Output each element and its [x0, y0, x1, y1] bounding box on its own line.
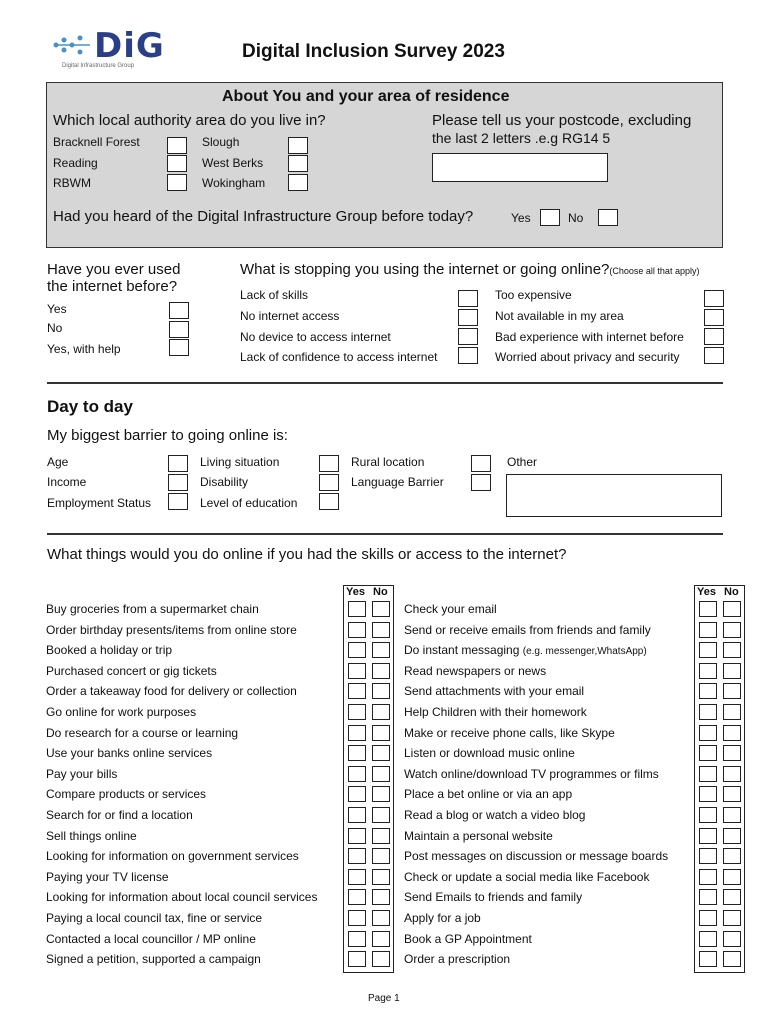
online-left-no-checkbox[interactable] — [372, 663, 390, 679]
online-left-label-text: Order birthday presents/items from online store — [46, 623, 297, 637]
online-right-label — [404, 664, 546, 678]
barrier-checkbox-rural[interactable] — [471, 455, 491, 472]
authority-checkbox-rbwm[interactable] — [167, 174, 187, 191]
online-right-label — [404, 911, 481, 925]
online-left-label-text: Purchased concert or gig tickets — [46, 664, 217, 678]
online-left-label — [46, 952, 261, 966]
online-right-label — [404, 890, 582, 904]
online-right-yes-checkbox[interactable] — [699, 828, 717, 844]
heard-question: Had you heard of the Digital Infrastructure Group before today? — [53, 208, 474, 225]
online-right-label-text: Read a blog or watch a video blog — [404, 808, 586, 822]
online-right-yes-checkbox[interactable] — [699, 951, 717, 967]
stopping-right-checkbox-3[interactable] — [704, 347, 724, 364]
authority-question: Which local authority area do you live in? — [53, 112, 326, 129]
online-right-label — [404, 623, 651, 637]
stopping-left-checkbox-0[interactable] — [458, 290, 478, 307]
authority-label-bracknell: Bracknell Forest — [53, 135, 140, 149]
online-right-yes-checkbox[interactable] — [699, 910, 717, 926]
heard-no-checkbox[interactable] — [598, 209, 618, 226]
online-left-yes-checkbox[interactable] — [348, 951, 366, 967]
online-right-no-checkbox[interactable] — [723, 601, 741, 617]
online-left-no-checkbox[interactable] — [372, 848, 390, 864]
online-left-label — [46, 602, 259, 616]
heard-yes-checkbox[interactable] — [540, 209, 560, 226]
online-left-yes-checkbox[interactable] — [348, 601, 366, 617]
online-left-no-checkbox[interactable] — [372, 931, 390, 947]
online-right-label-text: Order a prescription — [404, 952, 511, 966]
online-left-yes-checkbox[interactable] — [348, 910, 366, 926]
yes-header-left: Yes — [346, 586, 365, 598]
logo-subtext: Digital Infrastructure Group — [62, 63, 135, 69]
online-right-yes-checkbox[interactable] — [699, 683, 717, 699]
online-left-label — [46, 890, 317, 904]
authority-label-rbwm: RBWM — [53, 176, 91, 190]
online-left-no-checkbox[interactable] — [372, 642, 390, 658]
online-left-no-checkbox[interactable] — [372, 869, 390, 885]
online-left-label — [46, 746, 212, 760]
online-right-no-checkbox[interactable] — [723, 766, 741, 782]
online-right-label-text: Do instant messaging — [404, 643, 520, 657]
online-right-no-checkbox[interactable] — [723, 848, 741, 864]
online-right-no-checkbox[interactable] — [723, 642, 741, 658]
online-right-no-checkbox[interactable] — [723, 663, 741, 679]
online-right-yes-checkbox[interactable] — [699, 889, 717, 905]
online-right-label — [404, 952, 510, 966]
online-right-yes-checkbox[interactable] — [699, 663, 717, 679]
online-left-yes-checkbox[interactable] — [348, 642, 366, 658]
online-right-yes-checkbox[interactable] — [699, 766, 717, 782]
online-right-label — [404, 746, 575, 760]
stopping-right-label-2: Bad experience with internet before — [495, 330, 684, 344]
online-right-label-text: Maintain a personal website — [404, 829, 553, 843]
online-left-no-checkbox[interactable] — [372, 766, 390, 782]
online-right-no-checkbox[interactable] — [723, 828, 741, 844]
online-left-no-checkbox[interactable] — [372, 683, 390, 699]
logo — [50, 26, 170, 72]
online-right-label-text: Read newspapers or news — [404, 664, 547, 678]
postcode-question-line2: the last 2 letters .e.g RG14 5 — [432, 130, 611, 146]
online-right-yes-checkbox[interactable] — [699, 622, 717, 638]
stopping-right-checkbox-0[interactable] — [704, 290, 724, 307]
online-left-yes-checkbox[interactable] — [348, 663, 366, 679]
online-left-no-checkbox[interactable] — [372, 622, 390, 638]
online-left-no-checkbox[interactable] — [372, 910, 390, 926]
online-left-no-checkbox[interactable] — [372, 725, 390, 741]
barrier-label-language: Language Barrier — [351, 475, 444, 489]
online-right-yes-checkbox[interactable] — [699, 807, 717, 823]
day-to-day-heading: Day to day — [47, 397, 133, 416]
online-right-no-checkbox[interactable] — [723, 889, 741, 905]
online-right-no-checkbox[interactable] — [723, 951, 741, 967]
barrier-checkbox-education[interactable] — [319, 493, 339, 510]
online-right-label — [404, 684, 584, 698]
online-right-yes-checkbox[interactable] — [699, 869, 717, 885]
online-left-label — [46, 623, 297, 637]
online-left-no-checkbox[interactable] — [372, 807, 390, 823]
online-left-label-text: Paying your TV license — [46, 870, 169, 884]
online-left-label — [46, 767, 117, 781]
internet-use-question-line1: Have you ever used — [47, 261, 181, 278]
online-left-yes-checkbox[interactable] — [348, 828, 366, 844]
online-left-yes-checkbox[interactable] — [348, 745, 366, 761]
online-left-no-checkbox[interactable] — [372, 601, 390, 617]
online-right-label-text: Check or update a social media like Facebook — [404, 870, 650, 884]
authority-label-wokingham: Wokingham — [202, 176, 266, 190]
stopping-left-label-3: Lack of confidence to access internet — [240, 350, 438, 364]
online-left-label — [46, 849, 299, 863]
online-left-label — [46, 684, 297, 698]
online-right-label-text: Place a bet online or via an app — [404, 787, 573, 801]
stopping-right-checkbox-2[interactable] — [704, 328, 724, 345]
online-right-no-checkbox[interactable] — [723, 704, 741, 720]
online-left-yes-checkbox[interactable] — [348, 704, 366, 720]
online-right-label-text: Check your email — [404, 602, 497, 616]
online-left-label — [46, 932, 256, 946]
online-left-no-checkbox[interactable] — [372, 889, 390, 905]
online-right-label-text: Post messages on discussion or message boards — [404, 849, 669, 863]
yes-header-right: Yes — [697, 586, 716, 598]
barrier-label-income: Income — [47, 475, 87, 489]
barrier-checkbox-age[interactable] — [168, 455, 188, 472]
online-right-label — [404, 829, 553, 843]
online-left-label-text: Use your banks online services — [46, 746, 213, 760]
network-dots-icon — [50, 30, 94, 60]
online-left-label-text: Contacted a local councillor / MP online — [46, 932, 256, 946]
online-left-yes-checkbox[interactable] — [348, 848, 366, 864]
online-left-label-text: Sell things online — [46, 829, 137, 843]
online-left-label — [46, 643, 172, 657]
online-left-no-checkbox[interactable] — [372, 951, 390, 967]
barrier-label-other: Other — [507, 455, 538, 469]
barrier-label-living: Living situation — [200, 455, 280, 469]
online-left-label-text: Search for or find a location — [46, 808, 193, 822]
stopping-left-label-2: No device to access internet — [240, 330, 391, 344]
no-header-right: No — [724, 586, 739, 598]
barrier-label-rural: Rural location — [351, 455, 425, 469]
barrier-label-education: Level of education — [200, 496, 298, 510]
authority-checkbox-bracknell[interactable] — [167, 137, 187, 154]
barrier-checkbox-language[interactable] — [471, 474, 491, 491]
online-left-label — [46, 726, 238, 740]
internet-use-label-with-help: Yes, with help — [47, 342, 121, 356]
barrier-checkbox-employment[interactable] — [168, 493, 188, 510]
online-left-no-checkbox[interactable] — [372, 828, 390, 844]
online-left-label — [46, 705, 196, 719]
online-right-label-text: Apply for a job — [404, 911, 481, 925]
stopping-left-checkbox-3[interactable] — [458, 347, 478, 364]
online-right-label — [404, 808, 585, 822]
online-left-label — [46, 829, 137, 843]
barrier-other-input[interactable] — [506, 474, 722, 517]
online-right-label — [404, 849, 668, 863]
online-left-yes-checkbox[interactable] — [348, 622, 366, 638]
online-right-label-note: (e.g. messenger,WhatsApp) — [522, 646, 647, 657]
barrier-label-disability: Disability — [200, 475, 249, 489]
online-right-label — [404, 602, 497, 616]
online-right-no-checkbox[interactable] — [723, 786, 741, 802]
online-right-label-text: Send attachments with your email — [404, 684, 585, 698]
online-right-label — [404, 932, 532, 946]
online-right-label — [404, 643, 647, 657]
barrier-label-age: Age — [47, 455, 69, 469]
online-left-no-checkbox[interactable] — [372, 786, 390, 802]
online-right-yes-checkbox[interactable] — [699, 601, 717, 617]
online-left-label-text: Looking for information about local council services — [46, 890, 318, 904]
online-right-yes-checkbox[interactable] — [699, 848, 717, 864]
online-right-no-checkbox[interactable] — [723, 869, 741, 885]
page-number: Page 1 — [368, 993, 400, 1004]
online-left-yes-checkbox[interactable] — [348, 725, 366, 741]
internet-use-question-line2: the internet before? — [47, 278, 178, 295]
online-right-label-text: Book a GP Appointment — [404, 932, 532, 946]
stopping-question — [240, 261, 699, 278]
online-right-label — [404, 705, 587, 719]
online-left-yes-checkbox[interactable] — [348, 786, 366, 802]
divider-2 — [47, 533, 723, 535]
authority-label-reading: Reading — [53, 156, 98, 170]
online-left-label-text: Looking for information on government services — [46, 849, 299, 863]
online-left-label-text: Buy groceries from a supermarket chain — [46, 602, 259, 616]
online-left-yes-checkbox[interactable] — [348, 683, 366, 699]
online-right-label-text: Send or receive emails from friends and family — [404, 623, 651, 637]
stopping-right-checkbox-1[interactable] — [704, 309, 724, 326]
online-left-label-text: Order a takeaway food for delivery or collection — [46, 684, 297, 698]
online-right-label-text: Help Children with their homework — [404, 705, 587, 719]
online-right-no-checkbox[interactable] — [723, 807, 741, 823]
online-right-yes-checkbox[interactable] — [699, 786, 717, 802]
postcode-input[interactable] — [432, 153, 608, 182]
online-left-yes-checkbox[interactable] — [348, 766, 366, 782]
online-right-label — [404, 767, 659, 781]
online-left-label — [46, 911, 262, 925]
barrier-question: My biggest barrier to going online is: — [47, 427, 288, 444]
authority-checkbox-westberks[interactable] — [288, 155, 308, 172]
online-left-yes-checkbox[interactable] — [348, 869, 366, 885]
online-left-label — [46, 664, 217, 678]
online-right-label — [404, 870, 649, 884]
heard-no-label: No — [568, 211, 584, 225]
internet-use-label-no: No — [47, 321, 63, 335]
online-left-yes-checkbox[interactable] — [348, 889, 366, 905]
stopping-left-label-0: Lack of skills — [240, 288, 309, 302]
online-right-yes-checkbox[interactable] — [699, 725, 717, 741]
online-right-yes-checkbox[interactable] — [699, 642, 717, 658]
online-right-yes-checkbox[interactable] — [699, 704, 717, 720]
online-left-label — [46, 808, 193, 822]
online-right-no-checkbox[interactable] — [723, 931, 741, 947]
online-left-label-text: Do research for a course or learning — [46, 726, 239, 740]
online-left-no-checkbox[interactable] — [372, 745, 390, 761]
online-left-no-checkbox[interactable] — [372, 704, 390, 720]
authority-label-westberks: West Berks — [202, 156, 264, 170]
online-left-yes-checkbox[interactable] — [348, 807, 366, 823]
barrier-checkbox-income[interactable] — [168, 474, 188, 491]
online-right-yes-checkbox[interactable] — [699, 745, 717, 761]
barrier-label-employment: Employment Status — [47, 496, 152, 510]
online-right-label-text: Listen or download music online — [404, 746, 575, 760]
online-right-label-text: Send Emails to friends and family — [404, 890, 583, 904]
internet-use-label-yes: Yes — [47, 302, 67, 316]
stopping-left-label-1: No internet access — [240, 309, 340, 323]
divider-1 — [47, 382, 723, 384]
online-right-label-text: Watch online/download TV programmes or films — [404, 767, 659, 781]
online-left-label-text: Paying a local council tax, fine or service — [46, 911, 263, 925]
no-header-left: No — [373, 586, 388, 598]
internet-use-checkbox-with-help[interactable] — [169, 339, 189, 356]
online-question: What things would you do online if you had the skills or access to the internet? — [47, 546, 567, 563]
barrier-checkbox-living[interactable] — [319, 455, 339, 472]
online-right-label — [404, 787, 572, 801]
online-right-no-checkbox[interactable] — [723, 910, 741, 926]
online-left-yes-checkbox[interactable] — [348, 931, 366, 947]
online-right-no-checkbox[interactable] — [723, 622, 741, 638]
stopping-left-checkbox-1[interactable] — [458, 309, 478, 326]
online-left-label-text: Pay your bills — [46, 767, 118, 781]
internet-use-checkbox-yes[interactable] — [169, 302, 189, 319]
stopping-right-label-1: Not available in my area — [495, 309, 624, 323]
online-right-label — [404, 726, 615, 740]
online-left-label-text: Booked a holiday or trip — [46, 643, 173, 657]
page-title: Digital Inclusion Survey 2023 — [242, 41, 505, 62]
stopping-left-checkbox-2[interactable] — [458, 328, 478, 345]
logo-text: DiG — [94, 26, 165, 66]
online-right-no-checkbox[interactable] — [723, 725, 741, 741]
authority-checkbox-reading[interactable] — [167, 155, 187, 172]
stopping-note: (Choose all that apply) — [609, 266, 700, 276]
online-right-no-checkbox[interactable] — [723, 683, 741, 699]
online-right-no-checkbox[interactable] — [723, 745, 741, 761]
heard-yes-label: Yes — [511, 211, 531, 225]
online-left-label-text: Compare products or services — [46, 787, 207, 801]
about-heading: About You and your area of residence — [222, 88, 510, 105]
stopping-question-text: What is stopping you using the internet or going online? — [240, 261, 610, 278]
authority-checkbox-slough[interactable] — [288, 137, 308, 154]
authority-label-slough: Slough — [202, 135, 240, 149]
postcode-question-line1: Please tell us your postcode, excluding — [432, 112, 692, 129]
stopping-right-label-3: Worried about privacy and security — [495, 350, 680, 364]
online-left-label-text: Signed a petition, supported a campaign — [46, 952, 261, 966]
barrier-checkbox-disability[interactable] — [319, 474, 339, 491]
online-left-label — [46, 870, 169, 884]
stopping-right-label-0: Too expensive — [495, 288, 572, 302]
online-left-label-text: Go online for work purposes — [46, 705, 197, 719]
online-right-yes-checkbox[interactable] — [699, 931, 717, 947]
online-left-label — [46, 787, 206, 801]
internet-use-checkbox-no[interactable] — [169, 321, 189, 338]
authority-checkbox-wokingham[interactable] — [288, 174, 308, 191]
online-right-label-text: Make or receive phone calls, like Skype — [404, 726, 615, 740]
